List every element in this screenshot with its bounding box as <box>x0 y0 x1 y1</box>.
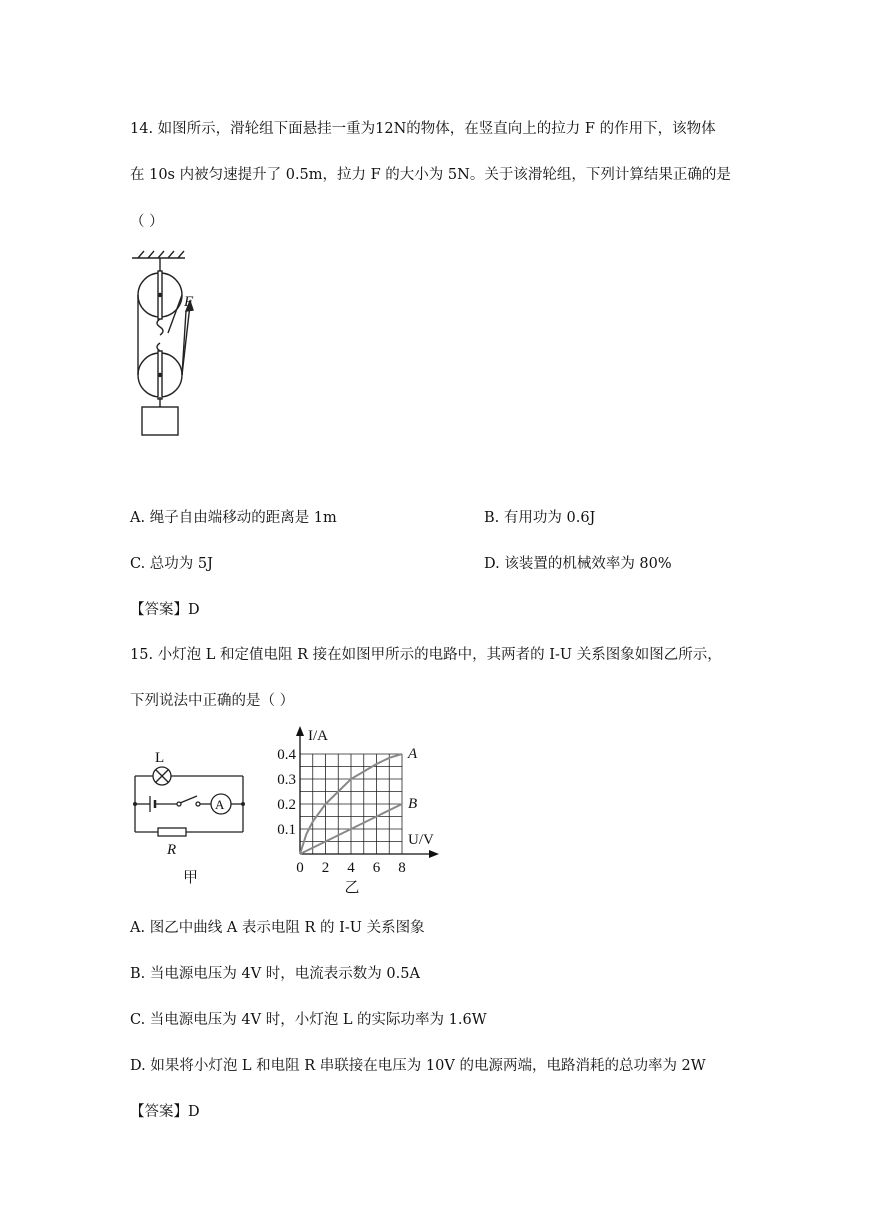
q15-line-1: 15. 小灯泡 L 和定值电阻 R 接在如图甲所示的电路中，其两者的 I-U 关系图象如图乙所示， <box>130 647 722 663</box>
lamp-label: L <box>155 750 165 766</box>
q14-option-c: C. 总功为 5J <box>130 556 213 572</box>
q14-option-b: B. 有用功为 0.6J <box>484 510 596 526</box>
circuit-caption: 甲 <box>183 870 199 886</box>
series-b-label: B <box>408 796 418 812</box>
q15-option-d: D. 如果将小灯泡 L 和电阻 R 串联接在电压为 10V 的电源两端，电路消耗的总功率为 2W <box>130 1058 706 1074</box>
y-axis-label: I/A <box>308 728 328 744</box>
q14-answer: 【答案】D <box>130 602 200 618</box>
q15-answer: 【答案】D <box>130 1104 200 1120</box>
x-tick-label: 0 <box>296 860 304 876</box>
chart-grid <box>300 754 402 854</box>
y-tick-label: 0.4 <box>277 747 296 763</box>
q15-option-c: C. 当电源电压为 4V 时，小灯泡 L 的实际功率为 1.6W <box>130 1012 487 1028</box>
series-a-label: A <box>408 746 418 762</box>
x-axis-label: U/V <box>408 832 434 848</box>
q14-line-2: 在 10s 内被匀速提升了 0.5m，拉力 F 的大小为 5N。关于该滑轮组，下列计算结果正确的是 <box>130 167 731 183</box>
force-label: F <box>184 294 194 310</box>
q15-line-2: 下列说法中正确的是（ ） <box>130 693 295 709</box>
q15-option-a: A. 图乙中曲线 A 表示电阻 R 的 I-U 关系图象 <box>130 920 425 936</box>
circuit-diagram <box>125 740 255 890</box>
q15-option-b: B. 当电源电压为 4V 时，电流表示数为 0.5A <box>130 966 420 982</box>
y-tick-label: 0.1 <box>277 822 296 838</box>
chart-caption: 乙 <box>344 880 360 896</box>
ammeter-label: A <box>215 797 225 812</box>
x-tick-label: 8 <box>398 860 406 876</box>
y-axis-arrow <box>296 726 304 736</box>
y-tick-label: 0.2 <box>277 797 296 813</box>
x-tick-label: 4 <box>347 860 355 876</box>
switch-blade <box>180 796 197 803</box>
resistor-label: R <box>167 842 177 858</box>
x-axis-arrow <box>429 850 439 858</box>
chart-labels <box>277 728 434 896</box>
pulley-system-figure <box>120 243 210 443</box>
x-tick-label: 6 <box>372 860 381 876</box>
q14-option-a: A. 绳子自由端移动的距离是 1m <box>130 510 337 526</box>
y-tick-label: 0.3 <box>277 772 296 788</box>
resistor-symbol <box>158 828 186 836</box>
iu-chart <box>270 720 450 900</box>
q14-line-1: 14. 如图所示，滑轮组下面悬挂一重为12N的物体，在竖直向上的拉力 F 的作用下，该物体 <box>130 121 716 137</box>
x-tick-label: 2 <box>321 860 330 876</box>
q14-line-3: （ ） <box>130 214 164 230</box>
q14-option-d: D. 该装置的机械效率为 80% <box>484 556 672 572</box>
load-block <box>142 407 178 435</box>
